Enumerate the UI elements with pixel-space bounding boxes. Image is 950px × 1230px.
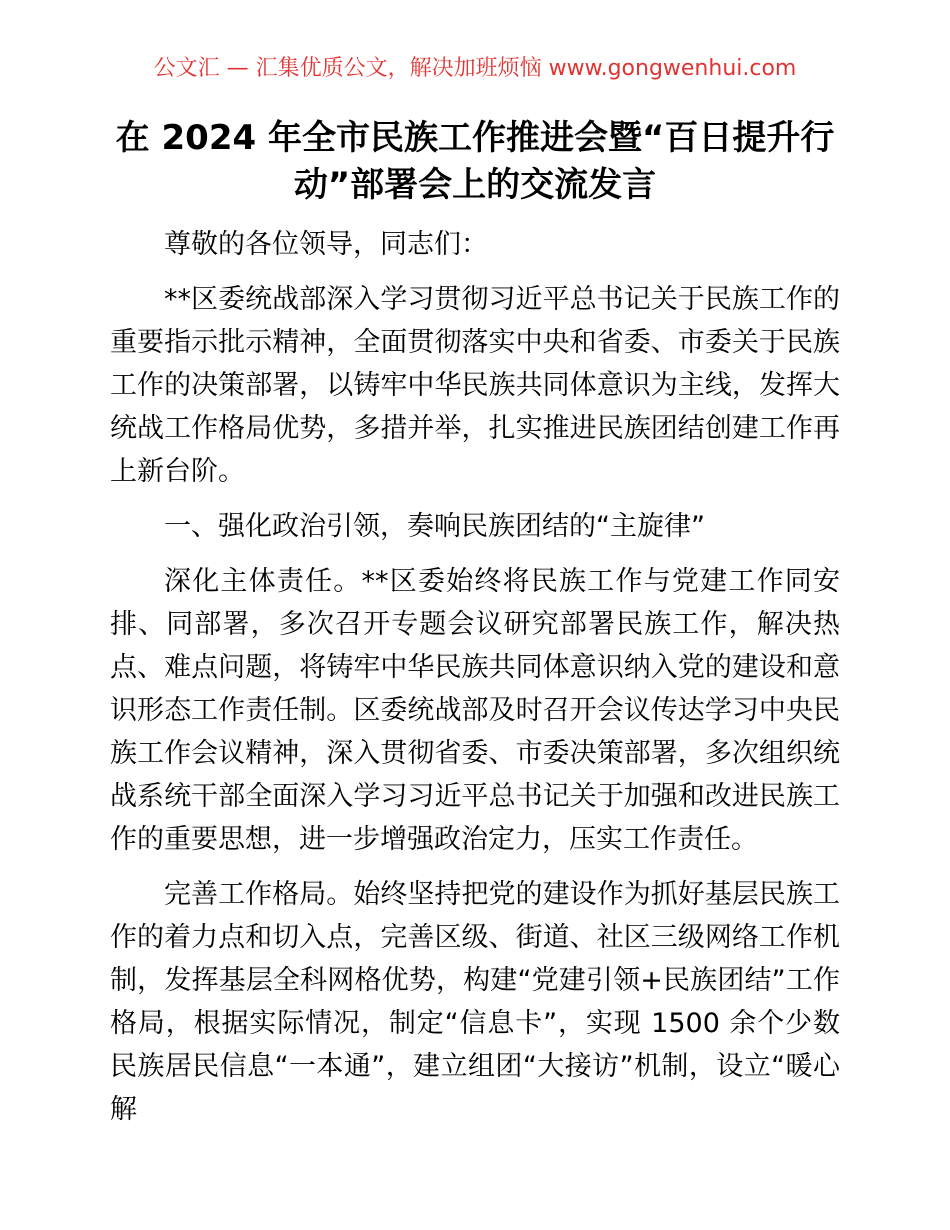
paragraph-deepen-responsibility: 深化主体责任。**区委始终将民族工作与党建工作同安排、同部署，多次召开专题会议研究部署民族工作，解决热点、难点问题，将铸牢中华民族共同体意识纳入党的建设和意识形态工作责任制。区委统战部及时召开会议传达学习中央民族工作会议精神，深入贯彻省委、市委决策部署，多次组织统战系统干部全面深入学习习近平总书记关于加强和改进民族工作的重要思想，进一步增强政治定力，压实工作责任。 (110, 566, 840, 855)
document-title: 在 2024 年全市民族工作推进会暨“百日提升行动”部署会上的交流发言 (115, 118, 835, 205)
salutation-line: 尊敬的各位领导，同志们： (164, 229, 488, 260)
paragraph-improve-work-structure: 完善工作格局。始终坚持把党的建设作为抓好基层民族工作的着力点和切入点，完善区级、街道、社区三级网络工作机制，发挥基层全科网格优势，构建“党建引领+民族团结”工作格局，根据实际情况，制定“信息卡”，实现 1500 余个少数民族居民信息“一本通”，建立组团“大接访”机制，设立“暖心解 (110, 879, 840, 1125)
paragraph-opening: **区委统战部深入学习贯彻习近平总书记关于民族工作的重要指示批示精神，全面贯彻落实中央和省委、市委关于民族工作的决策部署，以铸牢中华民族共同体意识为主线，发挥大统战工作格局优势，多措并举，扎实推进民族团结创建工作再上新台阶。 (110, 284, 840, 487)
document-page (110, 0, 840, 1131)
section-heading-1: 一、强化政治引领，奏响民族团结的“主旋律” (164, 511, 705, 542)
watermark-header: 公文汇 — 汇集优质公文，解决加班烦恼 www.gongwenhui.com (153, 56, 797, 81)
